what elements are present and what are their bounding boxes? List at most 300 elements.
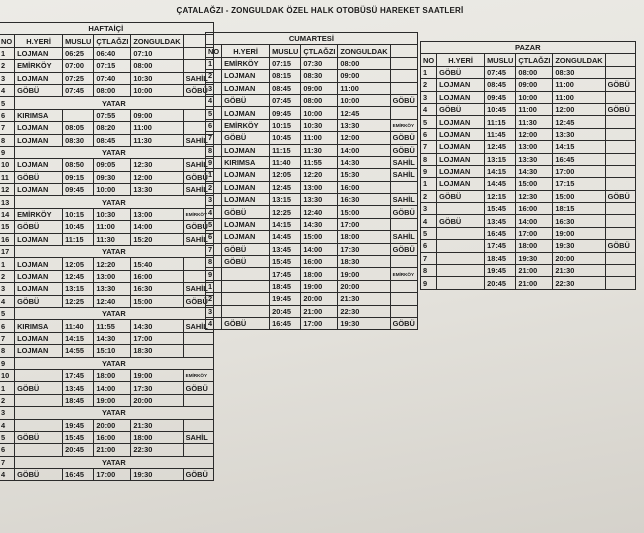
return-note: SAHİL	[390, 156, 417, 168]
return-note: GÖBÜ	[183, 84, 213, 96]
return-note	[183, 332, 213, 344]
row-no: 8	[421, 265, 437, 277]
haftaici-table-row	[0, 295, 213, 307]
return-note	[390, 256, 417, 268]
catalagzi-time: 12:40	[301, 206, 338, 218]
row-no: 4	[0, 84, 15, 96]
row-no: 7	[0, 332, 15, 344]
cumartesi-table-row	[206, 218, 418, 230]
return-note: SAHİL	[390, 231, 417, 243]
row-no: 14	[0, 208, 15, 220]
departure-place	[15, 444, 63, 456]
yatar-label: YATAR	[15, 146, 214, 158]
departure-place: LOJMAN	[437, 141, 485, 153]
muslu-time: 07:25	[63, 72, 94, 84]
catalagzi-time: 11:55	[301, 156, 338, 168]
muslu-time: 20:45	[63, 444, 94, 456]
haftaici-table-row	[0, 283, 213, 295]
muslu-time: 08:05	[63, 122, 94, 134]
muslu-time: 14:45	[485, 178, 516, 190]
muslu-time: 10:15	[270, 119, 301, 131]
row-no: 8	[0, 134, 15, 146]
catalagzi-time: 21:00	[301, 305, 338, 317]
return-note	[183, 345, 213, 357]
zonguldak-time: 21:30	[131, 419, 183, 431]
cumartesi-table-row	[206, 256, 418, 268]
catalagzi-time: 12:40	[94, 295, 131, 307]
zonguldak-time: 17:00	[338, 218, 390, 230]
departure-place: GÖBÜ	[437, 215, 485, 227]
muslu-time: 14:15	[270, 218, 301, 230]
catalagzi-time: 11:00	[301, 132, 338, 144]
haftaici-table-row	[0, 419, 213, 431]
return-note: SAHİL	[183, 184, 213, 196]
catalagzi-time: 14:00	[301, 243, 338, 255]
muslu-time: 07:45	[270, 94, 301, 106]
zonguldak-time: 21:30	[553, 265, 605, 277]
row-no: 6	[0, 109, 15, 121]
departure-place: LOJMAN	[222, 70, 270, 82]
departure-place: LOJMAN	[15, 122, 63, 134]
return-note	[605, 203, 635, 215]
muslu-time: 16:45	[270, 317, 301, 329]
zonguldak-time: 11:30	[131, 134, 183, 146]
return-note: EMİRKÖY	[390, 268, 417, 280]
departure-place: GÖBÜ	[222, 317, 270, 329]
cumartesi-table-row	[206, 280, 418, 292]
catalagzi-time: 16:00	[516, 203, 553, 215]
departure-place: LOJMAN	[222, 144, 270, 156]
return-note: GÖBÜ	[183, 171, 213, 183]
catalagzi-time: 12:20	[94, 258, 131, 270]
catalagzi-time: 08:45	[94, 134, 131, 146]
departure-place: KIRIMSA	[222, 156, 270, 168]
row-no: 7	[0, 122, 15, 134]
muslu-time: 10:15	[63, 208, 94, 220]
return-note: SAHİL	[183, 72, 213, 84]
zonguldak-time: 22:30	[553, 277, 605, 289]
departure-place: LOJMAN	[15, 332, 63, 344]
catalagzi-time: 07:40	[94, 72, 131, 84]
return-note: GÖBÜ	[183, 382, 213, 394]
zonguldak-time: 16:30	[553, 215, 605, 227]
zonguldak-time: 12:00	[131, 171, 183, 183]
return-note	[605, 116, 635, 128]
catalagzi-time: 13:00	[301, 181, 338, 193]
muslu-time: 10:45	[270, 132, 301, 144]
haftaici-table-row	[0, 134, 213, 146]
cumartesi-section-header-row	[206, 33, 418, 45]
row-no: 4	[0, 295, 15, 307]
muslu-time: 12:45	[270, 181, 301, 193]
row-no: 8	[206, 256, 222, 268]
catalagzi-time: 11:00	[516, 103, 553, 115]
column-header: ZONGULDAK	[338, 45, 390, 57]
catalagzi-time: 12:30	[516, 190, 553, 202]
muslu-time: 12:45	[485, 141, 516, 153]
muslu-time: 09:45	[485, 91, 516, 103]
return-note	[390, 107, 417, 119]
muslu-time: 19:45	[63, 419, 94, 431]
zonguldak-time: 14:15	[553, 141, 605, 153]
catalagzi-time: 13:30	[301, 194, 338, 206]
muslu-time: 14:55	[63, 345, 94, 357]
zonguldak-time: 12:00	[553, 103, 605, 115]
zonguldak-time: 19:00	[338, 268, 390, 280]
muslu-time: 13:15	[485, 153, 516, 165]
zonguldak-time: 15:00	[553, 190, 605, 202]
haftaici-table-row	[0, 382, 213, 394]
zonguldak-time: 19:00	[553, 227, 605, 239]
row-no: 5	[206, 218, 222, 230]
catalagzi-time: 11:55	[94, 320, 131, 332]
muslu-time: 14:15	[485, 165, 516, 177]
departure-place: LOJMAN	[15, 159, 63, 171]
departure-place: GÖBÜ	[222, 256, 270, 268]
muslu-time: 18:45	[63, 394, 94, 406]
row-no: 16	[0, 233, 15, 245]
zonguldak-time: 17:15	[553, 178, 605, 190]
cumartesi-table-row	[206, 268, 418, 280]
catalagzi-time: 20:00	[94, 419, 131, 431]
return-note	[605, 141, 635, 153]
row-no: 5	[0, 431, 15, 443]
return-note	[183, 394, 213, 406]
catalagzi-time: 12:00	[516, 128, 553, 140]
departure-place: LOJMAN	[222, 231, 270, 243]
row-no: 2	[206, 181, 222, 193]
departure-place: LOJMAN	[15, 72, 63, 84]
catalagzi-time: 07:55	[94, 109, 131, 121]
haftaici-table-row	[0, 196, 213, 208]
cumartesi-table-row	[206, 57, 418, 69]
cumartesi-table-row	[206, 156, 418, 168]
zonguldak-time: 10:00	[131, 84, 183, 96]
cumartesi-table-row	[206, 169, 418, 181]
catalagzi-time: 17:00	[94, 469, 131, 481]
pazar-column-header-row	[421, 54, 636, 66]
departure-place: LOJMAN	[437, 178, 485, 190]
departure-place: LOJMAN	[437, 165, 485, 177]
muslu-time: 16:45	[63, 469, 94, 481]
column-header-blank	[390, 45, 417, 57]
yatar-label: YATAR	[15, 407, 214, 419]
catalagzi-time: 15:00	[301, 231, 338, 243]
departure-place	[15, 369, 63, 381]
pazar-table-row	[421, 203, 636, 215]
zonguldak-time: 18:30	[131, 345, 183, 357]
catalagzi-time: 15:10	[94, 345, 131, 357]
cumartesi-table-row	[206, 144, 418, 156]
return-note: SAHİL	[183, 320, 213, 332]
return-note	[605, 277, 635, 289]
row-no: 8	[421, 153, 437, 165]
haftaici-section-header-row	[0, 23, 213, 35]
catalagzi-time: 09:05	[94, 159, 131, 171]
cumartesi-table-row	[206, 231, 418, 243]
catalagzi-time: 11:30	[516, 116, 553, 128]
pazar-table	[420, 41, 636, 290]
zonguldak-time: 15:00	[131, 295, 183, 307]
row-no: 9	[206, 156, 222, 168]
haftaici-table-row	[0, 84, 213, 96]
cumartesi-table-row	[206, 94, 418, 106]
row-no: 3	[206, 305, 222, 317]
zonguldak-time: 22:30	[338, 305, 390, 317]
departure-place: LOJMAN	[222, 181, 270, 193]
haftaici-table-row	[0, 307, 213, 319]
muslu-time: 07:00	[63, 60, 94, 72]
haftaici-table-row	[0, 394, 213, 406]
column-header: ÇTLAĞZI	[516, 54, 553, 66]
muslu-time: 19:45	[485, 265, 516, 277]
return-note	[390, 218, 417, 230]
zonguldak-time: 07:10	[131, 47, 183, 59]
catalagzi-time: 15:00	[516, 178, 553, 190]
zonguldak-time: 21:30	[338, 293, 390, 305]
row-no: 1	[421, 66, 437, 78]
catalagzi-time: 16:00	[94, 431, 131, 443]
muslu-time: 11:15	[270, 144, 301, 156]
departure-place: EMİRKÖY	[15, 60, 63, 72]
departure-place	[15, 394, 63, 406]
departure-place: GÖBÜ	[15, 221, 63, 233]
cumartesi-table-row	[206, 132, 418, 144]
zonguldak-time: 20:00	[131, 394, 183, 406]
catalagzi-time: 14:30	[94, 332, 131, 344]
haftaici-table-row	[0, 122, 213, 134]
haftaici-table-row	[0, 47, 213, 59]
departure-place: LOJMAN	[15, 270, 63, 282]
muslu-time: 20:45	[485, 277, 516, 289]
row-no: 3	[206, 82, 222, 94]
return-note: GÖBÜ	[605, 190, 635, 202]
row-no: 7	[0, 456, 15, 468]
pazar-table-row	[421, 252, 636, 264]
catalagzi-time: 11:00	[94, 221, 131, 233]
row-no: 4	[421, 215, 437, 227]
muslu-time: 07:15	[270, 57, 301, 69]
muslu-time: 12:45	[63, 270, 94, 282]
row-no: 8	[0, 345, 15, 357]
zonguldak-time: 17:00	[131, 332, 183, 344]
departure-place: LOJMAN	[437, 116, 485, 128]
pazar-table-row	[421, 91, 636, 103]
pazar-table-row	[421, 153, 636, 165]
return-note: GÖBÜ	[390, 94, 417, 106]
muslu-time: 12:05	[270, 169, 301, 181]
muslu-time	[63, 109, 94, 121]
pazar-table-row	[421, 227, 636, 239]
return-note: GÖBÜ	[183, 295, 213, 307]
catalagzi-time: 21:00	[516, 265, 553, 277]
catalagzi-time: 08:00	[94, 84, 131, 96]
departure-place: LOJMAN	[222, 107, 270, 119]
row-no: 2	[0, 394, 15, 406]
zonguldak-time: 19:30	[131, 469, 183, 481]
departure-place: GÖBÜ	[222, 206, 270, 218]
cumartesi-table-row	[206, 206, 418, 218]
catalagzi-time: 18:00	[516, 240, 553, 252]
pazar-table-row	[421, 190, 636, 202]
row-no: 17	[0, 246, 15, 258]
haftaici-column-header-row	[0, 35, 213, 47]
pazar-table-row	[421, 66, 636, 78]
cumartesi-table-row	[206, 119, 418, 131]
departure-place	[222, 268, 270, 280]
column-header: MUSLU	[270, 45, 301, 57]
muslu-time: 12:25	[63, 295, 94, 307]
pazar-section-header-row	[421, 42, 636, 54]
departure-place: LOJMAN	[15, 283, 63, 295]
pazar-table-row	[421, 178, 636, 190]
muslu-time: 19:45	[270, 293, 301, 305]
departure-place	[437, 240, 485, 252]
row-no: 7	[421, 141, 437, 153]
zonguldak-time: 13:30	[131, 184, 183, 196]
muslu-time: 11:45	[485, 128, 516, 140]
return-note: SAHİL	[183, 283, 213, 295]
zonguldak-time: 13:30	[553, 128, 605, 140]
pazar-table-row	[421, 240, 636, 252]
row-no: 11	[0, 171, 15, 183]
zonguldak-time: 20:00	[338, 280, 390, 292]
pazar-table-row	[421, 215, 636, 227]
row-no: 2	[206, 293, 222, 305]
catalagzi-time: 10:00	[301, 107, 338, 119]
muslu-time: 13:15	[63, 283, 94, 295]
haftaici-table	[0, 22, 214, 481]
muslu-time: 17:45	[63, 369, 94, 381]
catalagzi-time: 21:00	[94, 444, 131, 456]
muslu-time: 20:45	[270, 305, 301, 317]
catalagzi-time: 13:00	[516, 141, 553, 153]
haftaici-table-row	[0, 208, 213, 220]
catalagzi-time: 20:00	[301, 293, 338, 305]
departure-place: GÖBÜ	[15, 171, 63, 183]
cumartesi-table-row	[206, 194, 418, 206]
zonguldak-time: 08:00	[131, 60, 183, 72]
cumartesi-table-row	[206, 181, 418, 193]
zonguldak-time: 13:30	[338, 119, 390, 131]
zonguldak-time: 18:15	[553, 203, 605, 215]
departure-place	[222, 293, 270, 305]
catalagzi-time: 08:00	[516, 66, 553, 78]
departure-place: LOJMAN	[15, 345, 63, 357]
haftaici-table-row	[0, 270, 213, 282]
row-no: 2	[421, 79, 437, 91]
catalagzi-time: 10:30	[301, 119, 338, 131]
column-header-blank	[605, 54, 635, 66]
row-no: 8	[206, 144, 222, 156]
muslu-time: 17:45	[485, 240, 516, 252]
return-note	[390, 280, 417, 292]
muslu-time: 07:45	[485, 66, 516, 78]
return-note	[605, 128, 635, 140]
muslu-time: 11:15	[485, 116, 516, 128]
catalagzi-time: 13:30	[94, 283, 131, 295]
zonguldak-time: 17:30	[338, 243, 390, 255]
muslu-time: 08:30	[63, 134, 94, 146]
yatar-label: YATAR	[15, 246, 214, 258]
departure-place: GÖBÜ	[222, 94, 270, 106]
catalagzi-time: 06:40	[94, 47, 131, 59]
haftaici-table-row	[0, 369, 213, 381]
departure-place	[222, 305, 270, 317]
zonguldak-time: 11:00	[553, 91, 605, 103]
return-note	[605, 66, 635, 78]
departure-place	[222, 280, 270, 292]
muslu-time: 14:15	[63, 332, 94, 344]
row-no: 1	[421, 178, 437, 190]
departure-place: LOJMAN	[437, 79, 485, 91]
pazar-table-row	[421, 103, 636, 115]
row-no: 6	[0, 320, 15, 332]
haftaici-table-row	[0, 456, 213, 468]
row-no: 3	[0, 72, 15, 84]
return-note: GÖBÜ	[390, 243, 417, 255]
catalagzi-time: 08:20	[94, 122, 131, 134]
catalagzi-time: 17:00	[301, 317, 338, 329]
row-no: 5	[421, 227, 437, 239]
row-no: 1	[206, 280, 222, 292]
departure-place: LOJMAN	[437, 91, 485, 103]
muslu-time: 13:45	[63, 382, 94, 394]
zonguldak-time: 11:00	[338, 82, 390, 94]
haftaici-table-row	[0, 444, 213, 456]
row-no: 1	[0, 382, 15, 394]
zonguldak-time: 16:00	[131, 270, 183, 282]
haftaici-table-row	[0, 431, 213, 443]
muslu-time: 09:15	[63, 171, 94, 183]
zonguldak-time: 14:00	[131, 221, 183, 233]
row-no: 10	[0, 369, 15, 381]
departure-place: LOJMAN	[222, 82, 270, 94]
muslu-time: 17:45	[270, 268, 301, 280]
haftaici-table-row	[0, 233, 213, 245]
zonguldak-time: 08:30	[553, 66, 605, 78]
return-note	[605, 165, 635, 177]
catalagzi-time: 10:00	[516, 91, 553, 103]
departure-place	[15, 419, 63, 431]
zonguldak-time: 10:30	[131, 72, 183, 84]
return-note: EMİRKÖY	[183, 369, 213, 381]
zonguldak-time: 14:00	[338, 144, 390, 156]
haftaici-table-row	[0, 72, 213, 84]
column-header: ZONGULDAK	[553, 54, 605, 66]
row-no: 7	[206, 243, 222, 255]
catalagzi-time: 09:00	[516, 79, 553, 91]
zonguldak-time: 19:30	[338, 317, 390, 329]
catalagzi-time: 13:00	[94, 270, 131, 282]
row-no: 4	[421, 103, 437, 115]
catalagzi-time: 08:30	[301, 70, 338, 82]
row-no: 5	[0, 307, 15, 319]
departure-place: GÖBÜ	[15, 295, 63, 307]
row-no: 2	[0, 60, 15, 72]
row-no: 1	[206, 57, 222, 69]
row-no: 2	[206, 70, 222, 82]
zonguldak-time: 17:30	[131, 382, 183, 394]
pazar-table-row	[421, 141, 636, 153]
departure-place: LOJMAN	[15, 184, 63, 196]
row-no: 6	[206, 231, 222, 243]
return-note	[183, 444, 213, 456]
muslu-time: 18:45	[485, 252, 516, 264]
return-note	[605, 178, 635, 190]
muslu-time: 15:45	[63, 431, 94, 443]
row-no: 7	[421, 252, 437, 264]
